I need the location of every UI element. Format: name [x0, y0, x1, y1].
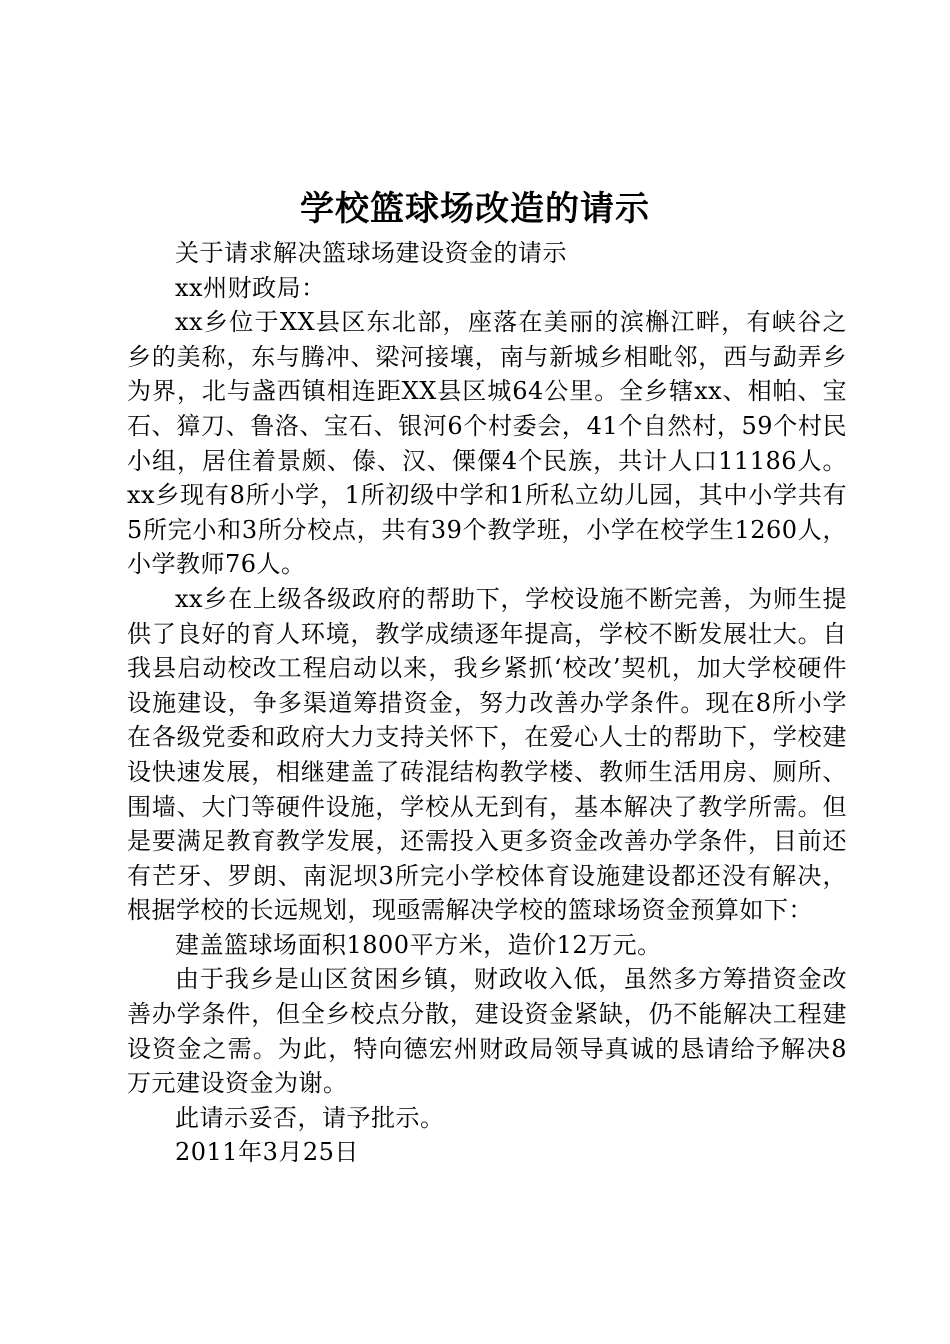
date-line: 2011年3月25日 [175, 1138, 359, 1167]
document-title: 学校篮球场改造的请示 [300, 189, 650, 229]
recipient-line: xx州财政局： [175, 273, 326, 302]
document-body [127, 236, 847, 1170]
paragraph-situation: xx乡在上级各级政府的帮助下，学校设施不断完善，为师生提供了良好的育人环境，教学成绩逐年提高，学校不断发展壮大。自我县启动校改工程启动以来，我乡紧抓‘校改’契机，加大学校硬件设施建设，争多渠道筹措资金，努力改善办学条件。现在8所小学在各级党委和政府大力支持关怀下，在爱心人士的帮助下，学校建设快速发展，相继建盖了砖混结构教学楼、教师生活用房、厕所、围墙、大门等硬件设施，学校从无到有，基本解决了教学所需。但是要满足教育教学发展，还需投入更多资金改善办学条件，目前还有芒牙、罗朗、南泥坝3所完小学校体育设施建设都还没有解决，根据学校的长远规划，现亟需解决学校的篮球场资金预算如下： [127, 584, 847, 925]
paragraph-background: xx乡位于XX县区东北部，座落在美丽的滨槲江畔，有峡谷之乡的美称，东与腾冲、梁河接壤，南与新城乡相毗邻，西与勐弄乡为界，北与盏西镇相连距XX县区城64公里。全乡辖xx、相帕、宝石、獐刀、鲁洛、宝石、银河6个村委会，41个自然村，59个村民小组，居住着景颇、傣、汉、傈僳4个民族，共计人口11186人。xx乡现有8所小学，1所初级中学和1所私立幼儿园，其中小学共有5所完小和3所分校点，共有39个教学班，小学在校学生1260人，小学教师76人。 [127, 308, 847, 579]
paragraph-budget: 建盖篮球场面积1800平方米，造价12万元。 [175, 930, 662, 959]
paragraph-request: 由于我乡是山区贫困乡镇，财政收入低，虽然多方筹措资金改善办学条件，但全乡校点分散，建设资金紧缺，仍不能解决工程建设资金之需。为此，特向德宏州财政局领导真诚的恳请给予解决8万元建设资金为谢。 [127, 965, 847, 1098]
subject-line: 关于请求解决篮球场建设资金的请示 [175, 239, 567, 267]
closing-line: 此请示妥否，请予批示。 [175, 1103, 445, 1132]
